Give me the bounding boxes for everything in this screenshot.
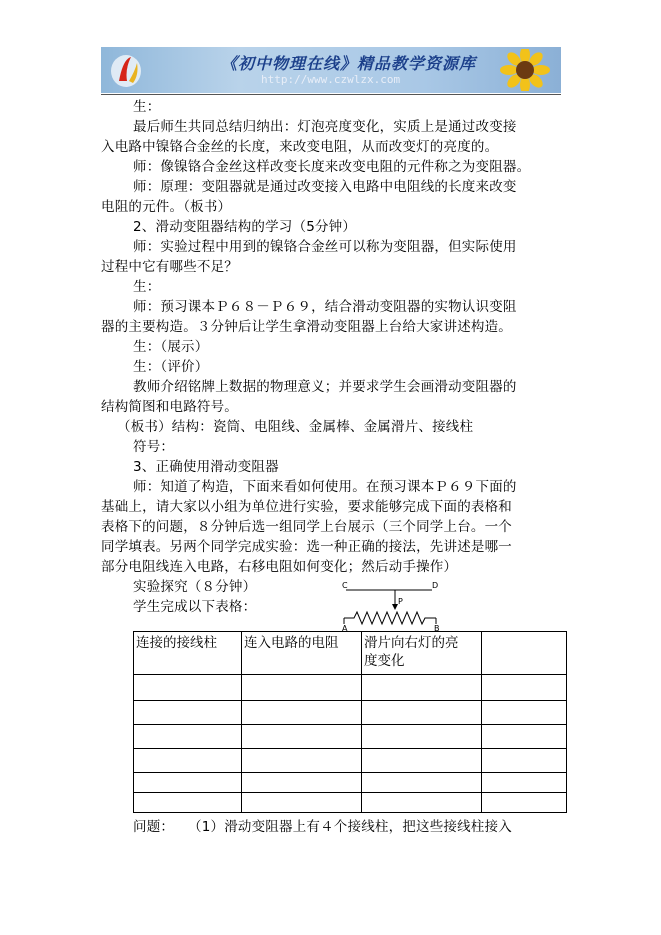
text-line: 电阻的元件。（板书）: [101, 199, 232, 215]
rheostat-diagram: [340, 580, 460, 632]
text-line: 师：知道了构造，下面来看如何使用。在预习课本Ｐ６９下面的: [133, 479, 517, 495]
header-banner: [101, 47, 561, 93]
table-header-cell: 滑片向右灯的亮 度变化: [362, 632, 482, 675]
text-line: 师：原理：变阻器就是通过改变接入电路中电阻线的长度来改变: [133, 179, 517, 195]
text-line: 生：: [133, 279, 161, 295]
text-line: （板书）结构：瓷筒、电阻线、金属棒、金属滑片、接线柱: [117, 419, 474, 435]
text-line: 师：像镍铬合金丝这样改变长度来改变电阻的元件称之为变阻器。: [133, 159, 531, 175]
banner-title: 《初中物理在线》精品教学资源库: [221, 54, 477, 73]
text-line: 同学填表。另两个同学完成实验：选一种正确的接法，先讲述是哪一: [101, 539, 512, 555]
table-header-cell: 连接的接线柱: [134, 632, 242, 675]
table-row: [134, 773, 567, 793]
table-row: [134, 793, 567, 813]
section-heading: 3、正确使用滑动变阻器: [133, 459, 279, 475]
text-line: 表格下的问题，８分钟后选一组同学上台展示（三个同学上台。一个: [101, 519, 512, 535]
text-line: 符号：: [133, 439, 175, 455]
text-line: 师：预习课本Ｐ６８－Ｐ６９，结合滑动变阻器的实物认识变阻: [133, 299, 517, 315]
table-row: [134, 725, 567, 749]
text-line: 师：实验过程中用到的镍铬合金丝可以称为变阻器，但实际使用: [133, 239, 517, 255]
text-line: 生：（展示）: [133, 339, 209, 355]
header-rule: [101, 94, 561, 95]
table-row: [134, 749, 567, 773]
text-line: 器的主要构造。３分钟后让学生拿滑动变阻器上台给大家讲述构造。: [101, 319, 512, 335]
terminal-a-label: A: [342, 624, 348, 632]
text-line: 部分电阻线连入电路，右移电阻如何变化；然后动手操作）: [101, 559, 458, 575]
text-line: 最后师生共同总结归纳出：灯泡亮度变化，实质上是通过改变接: [133, 119, 517, 135]
section-heading: 2、滑动变阻器结构的学习（5分钟）: [133, 219, 357, 235]
text-line: 基础上，请大家以小组为单位进行实验，要求能够完成下面的表格和: [101, 499, 512, 515]
site-logo-icon: [109, 51, 143, 89]
terminal-d-label: D: [432, 581, 439, 590]
question-line: 问题： （1）滑动变阻器上有４个接线柱，把这些接线柱接入: [133, 819, 512, 835]
experiment-table: [133, 631, 567, 813]
table-header-row: [134, 632, 567, 675]
table-header-cell: [482, 632, 567, 675]
slider-p-label: P: [398, 597, 403, 606]
text-line: 结构简图和电路符号。: [101, 399, 238, 415]
text-line: 实验探究（８分钟）: [133, 579, 257, 595]
text-line: 生：: [133, 99, 161, 115]
text-line: 过程中它有哪些不足？: [101, 259, 238, 275]
table-header-cell: 连入电路的电阻: [242, 632, 362, 675]
terminal-c-label: C: [342, 581, 348, 590]
text-line: 学生完成以下表格：: [133, 599, 257, 615]
text-line: 生：（评价）: [133, 359, 209, 375]
text-line: 入电路中镍铬合金丝的长度，来改变电阻，从而改变灯的亮度的。: [101, 139, 499, 155]
text-line: 教师介绍铭牌上数据的物理意义；并要求学生会画滑动变阻器的: [133, 379, 517, 395]
sunflower-icon: [495, 49, 555, 91]
banner-url: http://www.czwlzx.com: [261, 73, 401, 86]
table-row: [134, 701, 567, 725]
terminal-b-label: B: [434, 624, 440, 632]
table-row: [134, 675, 567, 701]
